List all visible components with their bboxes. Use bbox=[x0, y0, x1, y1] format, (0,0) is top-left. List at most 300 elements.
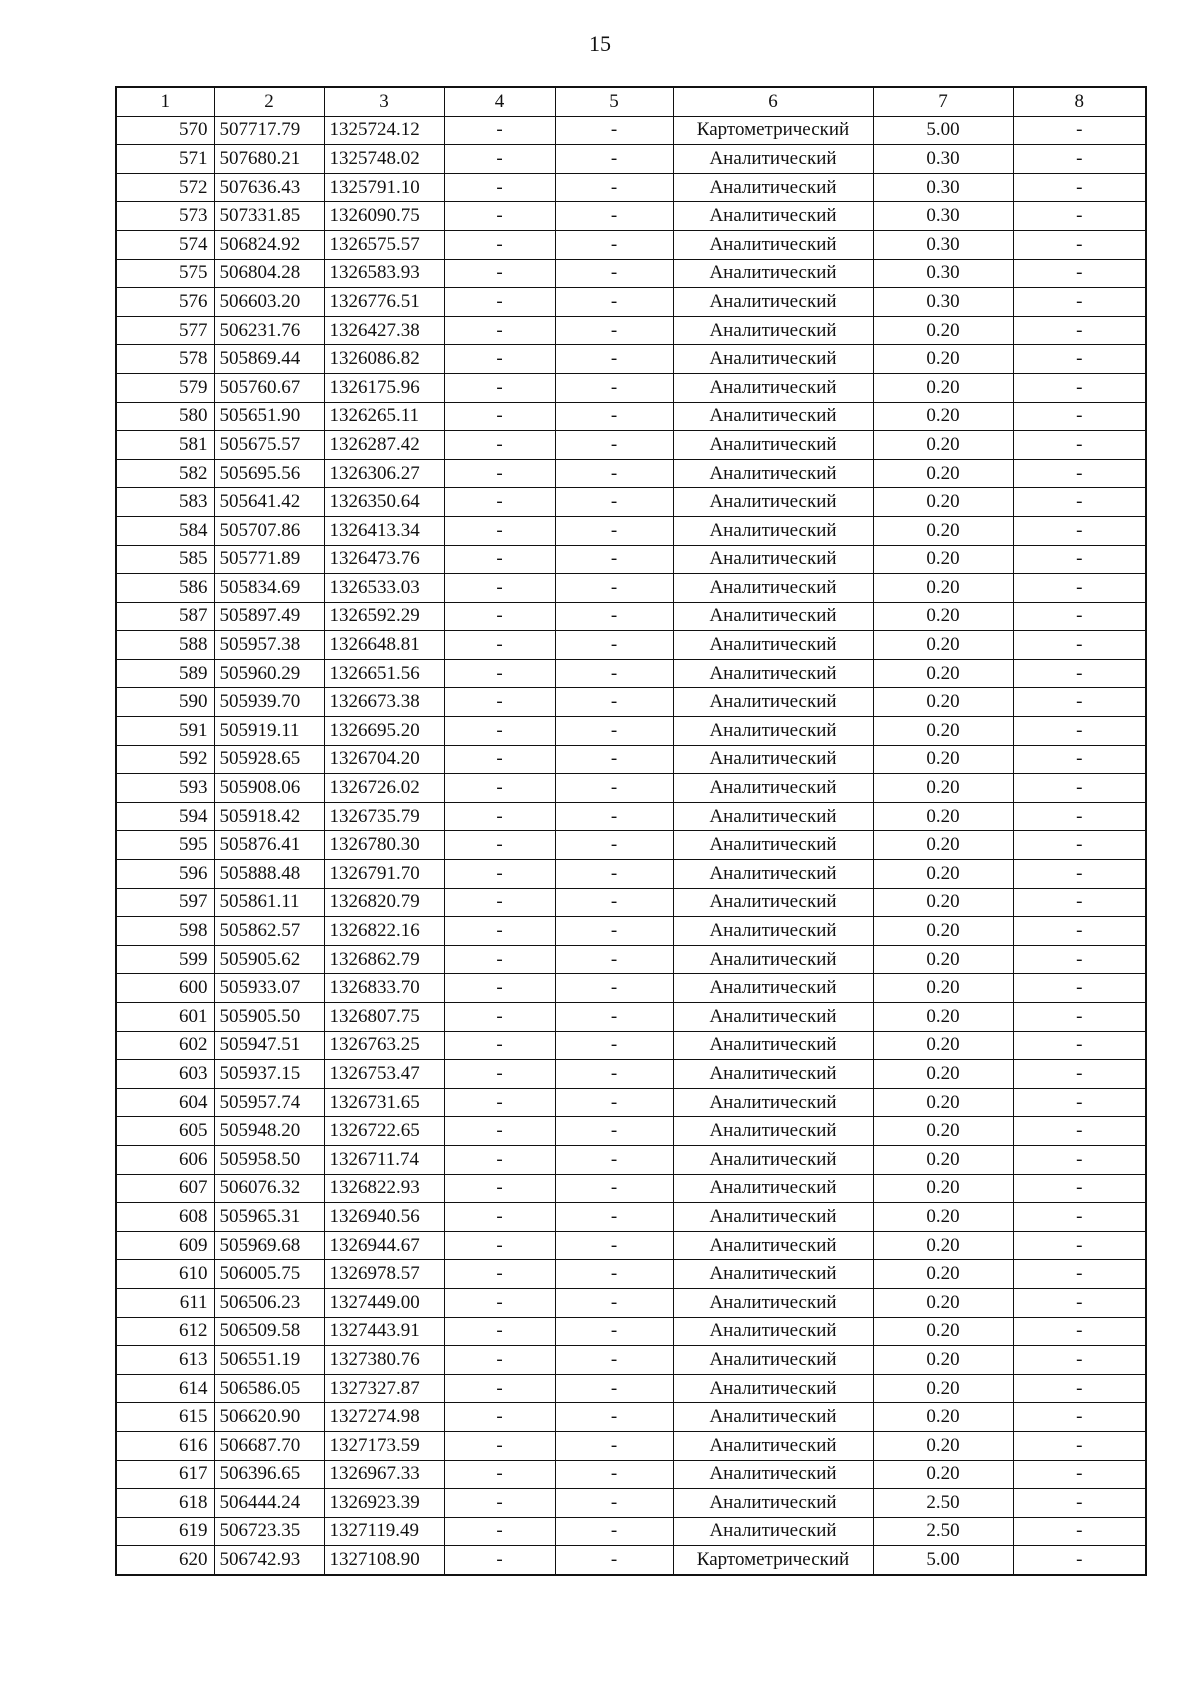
cell-y-coordinate: 1326533.03 bbox=[324, 574, 444, 603]
table-row bbox=[116, 860, 1146, 889]
table-header bbox=[116, 87, 1146, 116]
cell-point-number: 601 bbox=[116, 1003, 214, 1032]
cell-x-coordinate: 505862.57 bbox=[214, 917, 324, 946]
cell-method: Аналитический bbox=[673, 860, 873, 889]
cell-method: Аналитический bbox=[673, 259, 873, 288]
cell-method: Аналитический bbox=[673, 488, 873, 517]
table-row bbox=[116, 1517, 1146, 1546]
cell-x-coordinate: 505834.69 bbox=[214, 574, 324, 603]
cell-col-5: - bbox=[555, 431, 673, 460]
cell-col-4: - bbox=[444, 1403, 555, 1432]
cell-accuracy: 0.20 bbox=[873, 802, 1013, 831]
cell-accuracy: 5.00 bbox=[873, 1546, 1013, 1575]
cell-method: Аналитический bbox=[673, 659, 873, 688]
cell-method: Аналитический bbox=[673, 1260, 873, 1289]
cell-accuracy: 0.20 bbox=[873, 1060, 1013, 1089]
cell-point-number: 593 bbox=[116, 774, 214, 803]
cell-x-coordinate: 507680.21 bbox=[214, 145, 324, 174]
table-row bbox=[116, 659, 1146, 688]
cell-y-coordinate: 1326648.81 bbox=[324, 631, 444, 660]
table-row bbox=[116, 431, 1146, 460]
cell-accuracy: 0.20 bbox=[873, 1403, 1013, 1432]
table-row bbox=[116, 774, 1146, 803]
cell-col-5: - bbox=[555, 173, 673, 202]
cell-col-4: - bbox=[444, 1317, 555, 1346]
cell-col-4: - bbox=[444, 831, 555, 860]
cell-point-number: 614 bbox=[116, 1374, 214, 1403]
page-number: 15 bbox=[589, 31, 611, 56]
cell-x-coordinate: 505928.65 bbox=[214, 745, 324, 774]
cell-point-number: 577 bbox=[116, 316, 214, 345]
cell-point-number: 596 bbox=[116, 860, 214, 889]
cell-x-coordinate: 506824.92 bbox=[214, 230, 324, 259]
cell-col-4: - bbox=[444, 745, 555, 774]
cell-x-coordinate: 506005.75 bbox=[214, 1260, 324, 1289]
table-row bbox=[116, 1231, 1146, 1260]
table-row bbox=[116, 459, 1146, 488]
cell-col-8: - bbox=[1013, 1060, 1146, 1089]
cell-col-8: - bbox=[1013, 1317, 1146, 1346]
cell-col-5: - bbox=[555, 1489, 673, 1518]
cell-point-number: 584 bbox=[116, 516, 214, 545]
cell-x-coordinate: 505957.74 bbox=[214, 1088, 324, 1117]
header-cell-x-coordinate: 2 bbox=[214, 87, 324, 116]
table-row bbox=[116, 1145, 1146, 1174]
cell-accuracy: 0.20 bbox=[873, 574, 1013, 603]
cell-accuracy: 2.50 bbox=[873, 1489, 1013, 1518]
cell-col-8: - bbox=[1013, 516, 1146, 545]
cell-y-coordinate: 1326978.57 bbox=[324, 1260, 444, 1289]
table-row bbox=[116, 888, 1146, 917]
table-row bbox=[116, 602, 1146, 631]
cell-accuracy: 0.30 bbox=[873, 202, 1013, 231]
cell-method: Аналитический bbox=[673, 1088, 873, 1117]
cell-x-coordinate: 506687.70 bbox=[214, 1431, 324, 1460]
cell-col-8: - bbox=[1013, 488, 1146, 517]
cell-col-8: - bbox=[1013, 1517, 1146, 1546]
cell-point-number: 589 bbox=[116, 659, 214, 688]
cell-method: Аналитический bbox=[673, 917, 873, 946]
cell-col-4: - bbox=[444, 860, 555, 889]
cell-col-5: - bbox=[555, 1060, 673, 1089]
cell-method: Картометрический bbox=[673, 116, 873, 145]
cell-x-coordinate: 507331.85 bbox=[214, 202, 324, 231]
cell-point-number: 579 bbox=[116, 373, 214, 402]
cell-col-8: - bbox=[1013, 345, 1146, 374]
cell-col-5: - bbox=[555, 116, 673, 145]
cell-point-number: 597 bbox=[116, 888, 214, 917]
table-row bbox=[116, 545, 1146, 574]
cell-x-coordinate: 506506.23 bbox=[214, 1288, 324, 1317]
cell-col-5: - bbox=[555, 345, 673, 374]
cell-y-coordinate: 1326923.39 bbox=[324, 1489, 444, 1518]
cell-col-5: - bbox=[555, 688, 673, 717]
cell-col-4: - bbox=[444, 1003, 555, 1032]
cell-point-number: 605 bbox=[116, 1117, 214, 1146]
cell-accuracy: 0.20 bbox=[873, 1174, 1013, 1203]
cell-method: Аналитический bbox=[673, 459, 873, 488]
cell-col-5: - bbox=[555, 745, 673, 774]
cell-accuracy: 0.20 bbox=[873, 1260, 1013, 1289]
cell-y-coordinate: 1326090.75 bbox=[324, 202, 444, 231]
cell-col-5: - bbox=[555, 1145, 673, 1174]
cell-method: Аналитический bbox=[673, 431, 873, 460]
cell-col-5: - bbox=[555, 945, 673, 974]
cell-col-5: - bbox=[555, 202, 673, 231]
cell-col-4: - bbox=[444, 717, 555, 746]
cell-col-8: - bbox=[1013, 1174, 1146, 1203]
cell-col-5: - bbox=[555, 1546, 673, 1575]
cell-col-8: - bbox=[1013, 316, 1146, 345]
cell-col-5: - bbox=[555, 1517, 673, 1546]
cell-y-coordinate: 1326735.79 bbox=[324, 802, 444, 831]
cell-y-coordinate: 1326780.30 bbox=[324, 831, 444, 860]
cell-x-coordinate: 505957.38 bbox=[214, 631, 324, 660]
cell-point-number: 582 bbox=[116, 459, 214, 488]
table-row bbox=[116, 717, 1146, 746]
table-row bbox=[116, 202, 1146, 231]
cell-col-4: - bbox=[444, 1088, 555, 1117]
cell-accuracy: 0.30 bbox=[873, 230, 1013, 259]
cell-method: Картометрический bbox=[673, 1546, 873, 1575]
header-cell-y-coordinate: 3 bbox=[324, 87, 444, 116]
cell-col-5: - bbox=[555, 1317, 673, 1346]
cell-method: Аналитический bbox=[673, 230, 873, 259]
cell-x-coordinate: 506620.90 bbox=[214, 1403, 324, 1432]
cell-x-coordinate: 505939.70 bbox=[214, 688, 324, 717]
cell-col-8: - bbox=[1013, 1374, 1146, 1403]
cell-point-number: 570 bbox=[116, 116, 214, 145]
cell-col-5: - bbox=[555, 602, 673, 631]
cell-method: Аналитический bbox=[673, 1489, 873, 1518]
cell-method: Аналитический bbox=[673, 1060, 873, 1089]
cell-point-number: 581 bbox=[116, 431, 214, 460]
table-row bbox=[116, 1374, 1146, 1403]
table-row bbox=[116, 1060, 1146, 1089]
cell-method: Аналитический bbox=[673, 1517, 873, 1546]
cell-y-coordinate: 1326967.33 bbox=[324, 1460, 444, 1489]
cell-y-coordinate: 1326763.25 bbox=[324, 1031, 444, 1060]
cell-col-8: - bbox=[1013, 974, 1146, 1003]
cell-col-8: - bbox=[1013, 402, 1146, 431]
cell-accuracy: 0.20 bbox=[873, 659, 1013, 688]
cell-y-coordinate: 1326862.79 bbox=[324, 945, 444, 974]
cell-col-8: - bbox=[1013, 574, 1146, 603]
cell-y-coordinate: 1326583.93 bbox=[324, 259, 444, 288]
cell-accuracy: 0.20 bbox=[873, 402, 1013, 431]
table-row bbox=[116, 631, 1146, 660]
cell-y-coordinate: 1326722.65 bbox=[324, 1117, 444, 1146]
cell-col-8: - bbox=[1013, 1231, 1146, 1260]
cell-x-coordinate: 505760.67 bbox=[214, 373, 324, 402]
cell-col-8: - bbox=[1013, 259, 1146, 288]
cell-method: Аналитический bbox=[673, 1203, 873, 1232]
cell-col-4: - bbox=[444, 173, 555, 202]
cell-accuracy: 0.20 bbox=[873, 631, 1013, 660]
cell-col-8: - bbox=[1013, 888, 1146, 917]
cell-x-coordinate: 505876.41 bbox=[214, 831, 324, 860]
table-row bbox=[116, 1546, 1146, 1575]
cell-col-8: - bbox=[1013, 1460, 1146, 1489]
cell-col-8: - bbox=[1013, 1031, 1146, 1060]
cell-col-4: - bbox=[444, 402, 555, 431]
cell-col-4: - bbox=[444, 202, 555, 231]
cell-point-number: 592 bbox=[116, 745, 214, 774]
cell-x-coordinate: 506603.20 bbox=[214, 288, 324, 317]
cell-col-8: - bbox=[1013, 373, 1146, 402]
cell-accuracy: 0.20 bbox=[873, 1031, 1013, 1060]
header-row bbox=[116, 87, 1146, 116]
cell-accuracy: 0.20 bbox=[873, 1431, 1013, 1460]
cell-point-number: 586 bbox=[116, 574, 214, 603]
cell-accuracy: 0.20 bbox=[873, 488, 1013, 517]
cell-col-5: - bbox=[555, 545, 673, 574]
cell-col-5: - bbox=[555, 888, 673, 917]
cell-point-number: 573 bbox=[116, 202, 214, 231]
cell-point-number: 591 bbox=[116, 717, 214, 746]
cell-col-8: - bbox=[1013, 173, 1146, 202]
cell-method: Аналитический bbox=[673, 1374, 873, 1403]
cell-col-8: - bbox=[1013, 745, 1146, 774]
cell-x-coordinate: 506509.58 bbox=[214, 1317, 324, 1346]
cell-col-4: - bbox=[444, 230, 555, 259]
cell-x-coordinate: 506231.76 bbox=[214, 316, 324, 345]
cell-col-5: - bbox=[555, 1203, 673, 1232]
cell-col-4: - bbox=[444, 945, 555, 974]
cell-col-8: - bbox=[1013, 802, 1146, 831]
cell-x-coordinate: 505933.07 bbox=[214, 974, 324, 1003]
cell-x-coordinate: 505948.20 bbox=[214, 1117, 324, 1146]
cell-method: Аналитический bbox=[673, 1031, 873, 1060]
table-row bbox=[116, 1460, 1146, 1489]
cell-col-5: - bbox=[555, 659, 673, 688]
cell-method: Аналитический bbox=[673, 831, 873, 860]
cell-y-coordinate: 1325748.02 bbox=[324, 145, 444, 174]
table-row bbox=[116, 316, 1146, 345]
cell-x-coordinate: 505937.15 bbox=[214, 1060, 324, 1089]
cell-method: Аналитический bbox=[673, 774, 873, 803]
table-row bbox=[116, 917, 1146, 946]
cell-col-5: - bbox=[555, 574, 673, 603]
cell-y-coordinate: 1326726.02 bbox=[324, 774, 444, 803]
cell-x-coordinate: 507636.43 bbox=[214, 173, 324, 202]
header-cell-method: 6 bbox=[673, 87, 873, 116]
cell-accuracy: 0.20 bbox=[873, 1288, 1013, 1317]
cell-point-number: 598 bbox=[116, 917, 214, 946]
cell-method: Аналитический bbox=[673, 1346, 873, 1375]
cell-col-4: - bbox=[444, 688, 555, 717]
cell-col-5: - bbox=[555, 1231, 673, 1260]
cell-point-number: 576 bbox=[116, 288, 214, 317]
cell-col-8: - bbox=[1013, 431, 1146, 460]
cell-accuracy: 0.30 bbox=[873, 173, 1013, 202]
cell-col-5: - bbox=[555, 1431, 673, 1460]
cell-accuracy: 0.20 bbox=[873, 1088, 1013, 1117]
header-cell-point-number: 1 bbox=[116, 87, 214, 116]
cell-x-coordinate: 505965.31 bbox=[214, 1203, 324, 1232]
cell-point-number: 588 bbox=[116, 631, 214, 660]
cell-col-4: - bbox=[444, 1031, 555, 1060]
table-row bbox=[116, 1489, 1146, 1518]
table-row bbox=[116, 1003, 1146, 1032]
header-cell-col-4: 4 bbox=[444, 87, 555, 116]
cell-y-coordinate: 1326776.51 bbox=[324, 288, 444, 317]
cell-accuracy: 0.20 bbox=[873, 1203, 1013, 1232]
cell-col-8: - bbox=[1013, 1288, 1146, 1317]
cell-col-4: - bbox=[444, 1174, 555, 1203]
cell-col-8: - bbox=[1013, 1117, 1146, 1146]
cell-y-coordinate: 1325724.12 bbox=[324, 116, 444, 145]
cell-accuracy: 0.30 bbox=[873, 145, 1013, 174]
cell-x-coordinate: 505897.49 bbox=[214, 602, 324, 631]
table-row bbox=[116, 488, 1146, 517]
cell-col-5: - bbox=[555, 774, 673, 803]
cell-method: Аналитический bbox=[673, 1288, 873, 1317]
cell-y-coordinate: 1326944.67 bbox=[324, 1231, 444, 1260]
table-row bbox=[116, 1031, 1146, 1060]
cell-y-coordinate: 1326673.38 bbox=[324, 688, 444, 717]
cell-method: Аналитический bbox=[673, 1431, 873, 1460]
cell-method: Аналитический bbox=[673, 202, 873, 231]
cell-x-coordinate: 506723.35 bbox=[214, 1517, 324, 1546]
cell-y-coordinate: 1326822.93 bbox=[324, 1174, 444, 1203]
cell-col-4: - bbox=[444, 259, 555, 288]
cell-accuracy: 0.20 bbox=[873, 316, 1013, 345]
cell-col-4: - bbox=[444, 631, 555, 660]
cell-method: Аналитический bbox=[673, 1231, 873, 1260]
cell-point-number: 600 bbox=[116, 974, 214, 1003]
cell-y-coordinate: 1327380.76 bbox=[324, 1346, 444, 1375]
cell-accuracy: 0.20 bbox=[873, 345, 1013, 374]
cell-y-coordinate: 1326592.29 bbox=[324, 602, 444, 631]
cell-method: Аналитический bbox=[673, 745, 873, 774]
cell-col-4: - bbox=[444, 1060, 555, 1089]
cell-point-number: 580 bbox=[116, 402, 214, 431]
cell-col-4: - bbox=[444, 1203, 555, 1232]
cell-col-8: - bbox=[1013, 1260, 1146, 1289]
cell-y-coordinate: 1326791.70 bbox=[324, 860, 444, 889]
cell-y-coordinate: 1327119.49 bbox=[324, 1517, 444, 1546]
cell-x-coordinate: 505869.44 bbox=[214, 345, 324, 374]
cell-col-8: - bbox=[1013, 945, 1146, 974]
cell-x-coordinate: 505641.42 bbox=[214, 488, 324, 517]
cell-point-number: 595 bbox=[116, 831, 214, 860]
cell-x-coordinate: 505861.11 bbox=[214, 888, 324, 917]
cell-x-coordinate: 506076.32 bbox=[214, 1174, 324, 1203]
header-cell-col-5: 5 bbox=[555, 87, 673, 116]
cell-col-4: - bbox=[444, 602, 555, 631]
cell-col-8: - bbox=[1013, 1088, 1146, 1117]
cell-x-coordinate: 506551.19 bbox=[214, 1346, 324, 1375]
table-row bbox=[116, 145, 1146, 174]
cell-y-coordinate: 1327327.87 bbox=[324, 1374, 444, 1403]
cell-col-4: - bbox=[444, 345, 555, 374]
cell-accuracy: 0.20 bbox=[873, 945, 1013, 974]
table-row bbox=[116, 1288, 1146, 1317]
cell-col-8: - bbox=[1013, 1431, 1146, 1460]
cell-col-5: - bbox=[555, 259, 673, 288]
cell-col-8: - bbox=[1013, 688, 1146, 717]
cell-method: Аналитический bbox=[673, 717, 873, 746]
cell-x-coordinate: 505960.29 bbox=[214, 659, 324, 688]
cell-x-coordinate: 506396.65 bbox=[214, 1460, 324, 1489]
cell-method: Аналитический bbox=[673, 1460, 873, 1489]
coordinates-table bbox=[115, 86, 1147, 1576]
cell-col-4: - bbox=[444, 516, 555, 545]
cell-col-4: - bbox=[444, 316, 555, 345]
cell-col-4: - bbox=[444, 288, 555, 317]
cell-point-number: 594 bbox=[116, 802, 214, 831]
cell-point-number: 608 bbox=[116, 1203, 214, 1232]
table-row bbox=[116, 1088, 1146, 1117]
cell-col-8: - bbox=[1013, 631, 1146, 660]
cell-method: Аналитический bbox=[673, 1317, 873, 1346]
cell-x-coordinate: 507717.79 bbox=[214, 116, 324, 145]
cell-x-coordinate: 506444.24 bbox=[214, 1489, 324, 1518]
cell-accuracy: 0.30 bbox=[873, 288, 1013, 317]
cell-col-5: - bbox=[555, 1174, 673, 1203]
cell-accuracy: 0.30 bbox=[873, 259, 1013, 288]
cell-col-4: - bbox=[444, 1431, 555, 1460]
cell-col-4: - bbox=[444, 917, 555, 946]
cell-y-coordinate: 1326822.16 bbox=[324, 917, 444, 946]
cell-x-coordinate: 506804.28 bbox=[214, 259, 324, 288]
cell-x-coordinate: 505905.50 bbox=[214, 1003, 324, 1032]
cell-accuracy: 0.20 bbox=[873, 1460, 1013, 1489]
cell-point-number: 607 bbox=[116, 1174, 214, 1203]
cell-method: Аналитический bbox=[673, 631, 873, 660]
table-row bbox=[116, 288, 1146, 317]
cell-method: Аналитический bbox=[673, 945, 873, 974]
cell-col-5: - bbox=[555, 917, 673, 946]
cell-method: Аналитический bbox=[673, 1174, 873, 1203]
cell-accuracy: 2.50 bbox=[873, 1517, 1013, 1546]
table-row bbox=[116, 116, 1146, 145]
cell-point-number: 571 bbox=[116, 145, 214, 174]
cell-method: Аналитический bbox=[673, 888, 873, 917]
cell-y-coordinate: 1327173.59 bbox=[324, 1431, 444, 1460]
cell-point-number: 606 bbox=[116, 1145, 214, 1174]
cell-col-5: - bbox=[555, 488, 673, 517]
cell-col-8: - bbox=[1013, 230, 1146, 259]
cell-point-number: 575 bbox=[116, 259, 214, 288]
cell-col-4: - bbox=[444, 574, 555, 603]
cell-col-4: - bbox=[444, 373, 555, 402]
cell-y-coordinate: 1326413.34 bbox=[324, 516, 444, 545]
cell-accuracy: 0.20 bbox=[873, 1317, 1013, 1346]
cell-point-number: 599 bbox=[116, 945, 214, 974]
cell-accuracy: 0.20 bbox=[873, 688, 1013, 717]
cell-accuracy: 0.20 bbox=[873, 917, 1013, 946]
cell-y-coordinate: 1326833.70 bbox=[324, 974, 444, 1003]
cell-col-8: - bbox=[1013, 1489, 1146, 1518]
cell-col-5: - bbox=[555, 1403, 673, 1432]
cell-col-4: - bbox=[444, 1546, 555, 1575]
cell-col-8: - bbox=[1013, 202, 1146, 231]
cell-point-number: 590 bbox=[116, 688, 214, 717]
cell-col-4: - bbox=[444, 431, 555, 460]
cell-col-5: - bbox=[555, 1088, 673, 1117]
cell-point-number: 615 bbox=[116, 1403, 214, 1432]
cell-point-number: 616 bbox=[116, 1431, 214, 1460]
cell-col-4: - bbox=[444, 802, 555, 831]
cell-accuracy: 0.20 bbox=[873, 717, 1013, 746]
cell-point-number: 602 bbox=[116, 1031, 214, 1060]
cell-col-8: - bbox=[1013, 1203, 1146, 1232]
cell-point-number: 578 bbox=[116, 345, 214, 374]
cell-method: Аналитический bbox=[673, 173, 873, 202]
cell-col-4: - bbox=[444, 774, 555, 803]
